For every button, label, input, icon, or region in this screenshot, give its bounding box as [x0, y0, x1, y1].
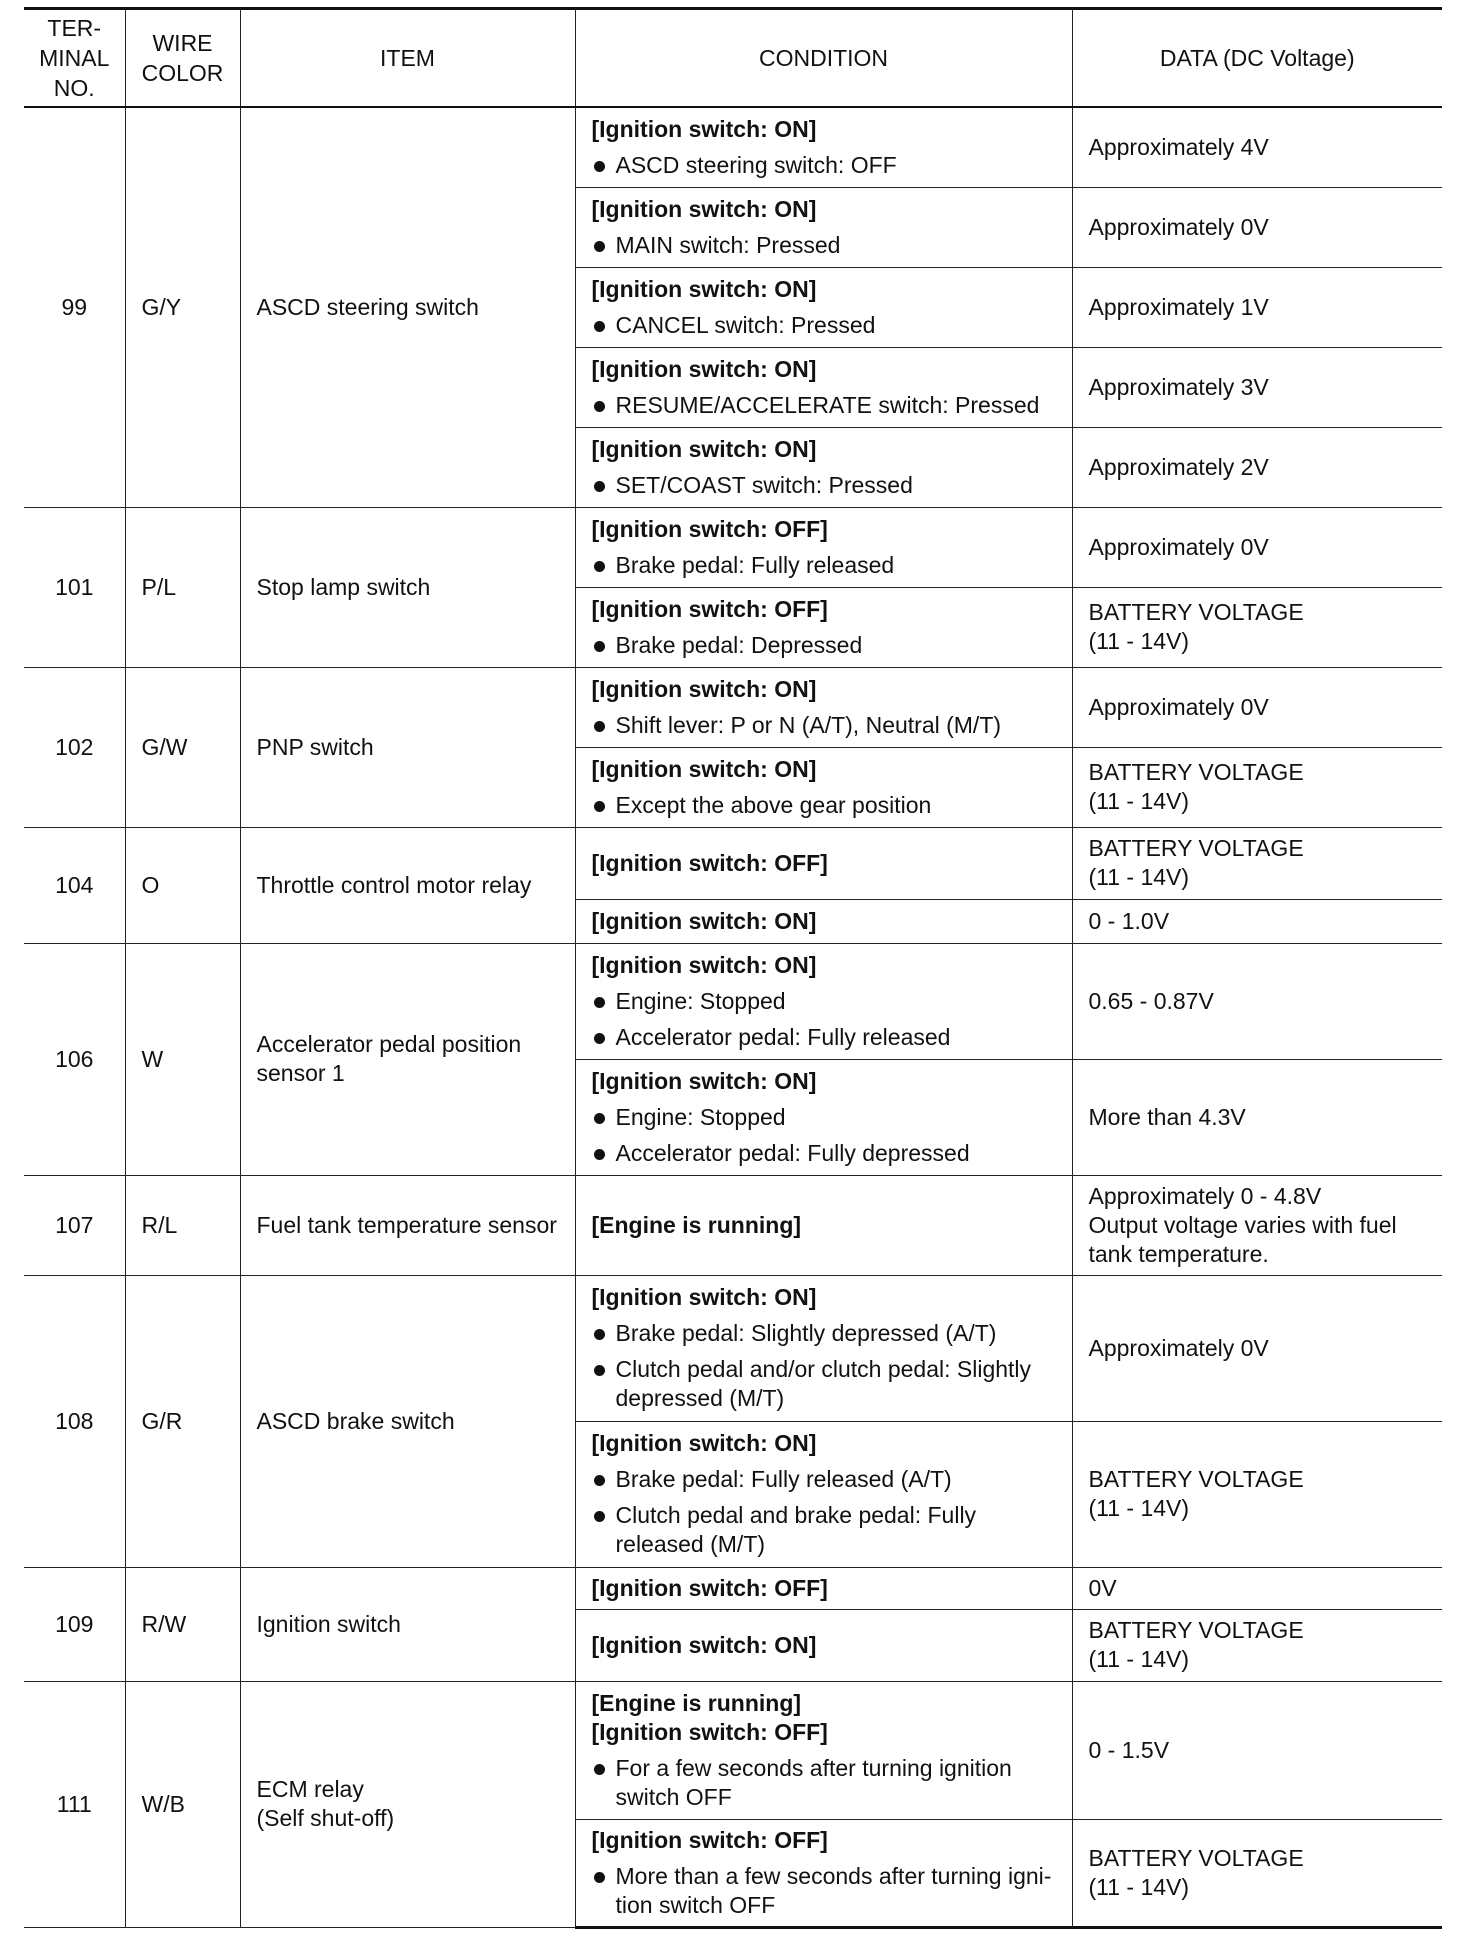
data-voltage-text: (11 - 14V) [1088, 788, 1190, 814]
condition-heading: [Engine is running] [Ignition switch: OFF] [591, 1689, 828, 1745]
bullet-dot-icon [594, 1365, 605, 1376]
condition-cell [575, 1275, 1072, 1421]
bullet-dot-icon [594, 641, 605, 652]
item-cell: ECM relay (Self shut-off) [240, 1681, 575, 1927]
data-voltage-text: (11 - 14V) [1088, 628, 1190, 654]
condition-bullet [592, 311, 1056, 340]
data-voltage-cell [1072, 1059, 1442, 1175]
condition-cell [575, 1175, 1072, 1275]
wire-color-cell: G/Y [125, 107, 240, 507]
condition-bullet-text: Engine: Stopped [615, 987, 786, 1014]
bullet-dot-icon [594, 1764, 605, 1775]
item-cell: ASCD brake switch [240, 1275, 575, 1567]
terminal-no-cell: 101 [24, 507, 125, 667]
bullet-dot-icon [594, 997, 605, 1008]
bullet-dot-icon [594, 401, 605, 412]
condition-bullet [592, 1103, 1056, 1132]
data-voltage-text: Output voltage varies with fuel [1088, 1211, 1397, 1238]
condition-bullet [592, 1319, 1056, 1348]
condition-bullet [592, 1501, 1056, 1559]
condition-bullet-text: Accelerator pedal: Fully released [615, 1023, 951, 1050]
data-voltage-text: (11 - 14V) [1088, 864, 1190, 890]
condition-cell [575, 827, 1072, 899]
data-voltage-text: 0V [1088, 1574, 1117, 1601]
condition-cell [575, 427, 1072, 507]
data-voltage-cell [1072, 107, 1442, 187]
item-cell: Stop lamp switch [240, 507, 575, 667]
data-voltage-cell [1072, 187, 1442, 267]
bullet-dot-icon [594, 1872, 605, 1883]
data-voltage-text: Approximately 0 - 4.8V [1088, 1182, 1322, 1209]
data-voltage-text: (11 - 14V) [1088, 1646, 1190, 1672]
bullet-dot-icon [594, 321, 605, 332]
condition-bullet-text: CANCEL switch: Pressed [615, 311, 876, 338]
condition-bullet [592, 631, 1056, 660]
data-voltage-text: Approximately 3V [1088, 373, 1269, 400]
condition-heading: [Ignition switch: ON] [591, 115, 817, 142]
condition-cell [575, 1421, 1072, 1567]
data-voltage-text: BATTERY VOLTAGE [1088, 1844, 1304, 1871]
condition-heading: [Ignition switch: OFF] [591, 1574, 828, 1601]
wire-color-cell: R/L [125, 1175, 240, 1275]
condition-bullet-text: Brake pedal: Depressed [615, 631, 863, 658]
data-voltage-cell [1072, 943, 1442, 1059]
table-row [24, 1567, 1442, 1609]
condition-cell [575, 943, 1072, 1059]
condition-cell [575, 899, 1072, 943]
table-row [24, 827, 1442, 899]
wire-color-cell: R/W [125, 1567, 240, 1681]
data-voltage-text: BATTERY VOLTAGE [1088, 599, 1304, 625]
bullet-dot-icon [594, 561, 605, 572]
item-cell: Fuel tank temperature sensor [240, 1175, 575, 1275]
data-voltage-text: Approximately 4V [1088, 133, 1269, 160]
bullet-dot-icon [594, 241, 605, 252]
condition-bullet [592, 391, 1056, 420]
data-voltage-cell [1072, 1275, 1442, 1421]
table-header [24, 9, 1442, 108]
wire-color-cell: G/W [125, 667, 240, 827]
data-voltage-text: BATTERY VOLTAGE [1088, 759, 1304, 785]
data-voltage-cell [1072, 827, 1442, 899]
condition-bullet-text: SET/COAST switch: Pressed [615, 471, 913, 498]
condition-bullet-text: Brake pedal: Fully released (A/T) [615, 1466, 952, 1492]
condition-bullet [592, 1023, 1056, 1052]
data-voltage-text: 0.65 - 0.87V [1088, 987, 1214, 1014]
condition-cell [575, 507, 1072, 587]
condition-heading: [Ignition switch: ON] [591, 675, 817, 702]
condition-bullet-text: Brake pedal: Slightly depressed (A/T) [615, 1320, 997, 1346]
header-data: DATA (DC Voltage) [1072, 9, 1442, 108]
condition-cell [575, 1609, 1072, 1681]
condition-bullet [592, 1355, 1056, 1413]
table-row [24, 667, 1442, 747]
wire-color-cell: W/B [125, 1681, 240, 1927]
data-voltage-text: (11 - 14V) [1088, 1495, 1190, 1521]
bullet-dot-icon [594, 801, 605, 812]
terminal-no-cell: 104 [24, 827, 125, 943]
bullet-dot-icon [594, 1113, 605, 1124]
data-voltage-cell [1072, 1421, 1442, 1567]
table-row [24, 1275, 1442, 1421]
data-voltage-cell [1072, 427, 1442, 507]
condition-heading: [Ignition switch: ON] [591, 907, 817, 934]
condition-cell [575, 1819, 1072, 1927]
condition-bullet-text: Except the above gear position [615, 791, 932, 818]
item-cell: Accelerator pedal position sensor 1 [240, 943, 575, 1175]
condition-bullet-text: Clutch pedal and/or clutch pedal: Slightly depressed (M/T) [615, 1356, 1032, 1411]
data-voltage-text: More than 4.3V [1088, 1103, 1246, 1130]
data-voltage-cell [1072, 667, 1442, 747]
bullet-dot-icon [594, 1475, 605, 1486]
condition-bullet-text: Brake pedal: Fully released [615, 551, 895, 578]
terminal-data-table-sheet [24, 7, 1442, 1929]
condition-bullet [592, 791, 1056, 820]
condition-bullet [592, 1465, 1056, 1494]
condition-heading: [Ignition switch: OFF] [591, 1826, 828, 1853]
condition-bullet-text: For a few seconds after turning ignition switch OFF [615, 1754, 1012, 1810]
data-voltage-cell [1072, 1175, 1442, 1275]
condition-cell [575, 1681, 1072, 1819]
terminal-no-cell: 99 [24, 107, 125, 507]
bullet-dot-icon [594, 1149, 605, 1160]
condition-heading: [Ignition switch: ON] [591, 755, 817, 782]
wire-color-cell: O [125, 827, 240, 943]
condition-heading: [Ignition switch: ON] [591, 355, 817, 382]
table-row [24, 1175, 1442, 1275]
header-condition: CONDITION [575, 9, 1072, 108]
condition-heading: [Ignition switch: ON] [591, 195, 817, 222]
table-row [24, 507, 1442, 587]
condition-cell [575, 1059, 1072, 1175]
condition-heading: [Ignition switch: OFF] [591, 595, 828, 622]
condition-bullet [592, 1139, 1056, 1168]
condition-bullet-text: MAIN switch: Pressed [615, 231, 841, 258]
condition-heading: [Ignition switch: OFF] [591, 849, 828, 876]
terminal-no-cell: 109 [24, 1567, 125, 1681]
terminal-no-cell: 106 [24, 943, 125, 1175]
condition-bullet [592, 231, 1056, 260]
condition-cell [575, 667, 1072, 747]
data-voltage-text: 0 - 1.0V [1088, 907, 1170, 934]
condition-bullet-text: RESUME/ACCELERATE switch: Pressed [615, 391, 1040, 418]
condition-bullet [592, 1862, 1056, 1920]
condition-heading: [Engine is running] [591, 1211, 802, 1238]
condition-heading: [Ignition switch: ON] [591, 275, 817, 302]
terminal-no-cell: 108 [24, 1275, 125, 1567]
bullet-dot-icon [594, 1033, 605, 1044]
bullet-dot-icon [594, 1511, 605, 1522]
condition-heading: [Ignition switch: ON] [591, 1284, 817, 1310]
item-cell: Ignition switch [240, 1567, 575, 1681]
terminal-no-cell: 111 [24, 1681, 125, 1927]
condition-bullet [592, 151, 1056, 180]
table-row [24, 107, 1442, 187]
item-cell: ASCD steering switch [240, 107, 575, 507]
data-voltage-cell [1072, 267, 1442, 347]
data-voltage-cell [1072, 507, 1442, 587]
condition-heading: [Ignition switch: ON] [591, 1067, 817, 1094]
data-voltage-text: Approximately 0V [1088, 693, 1269, 720]
condition-bullet [592, 551, 1056, 580]
terminal-no-cell: 107 [24, 1175, 125, 1275]
header-wire-color: WIRE COLOR [125, 9, 240, 108]
item-cell: Throttle control motor relay [240, 827, 575, 943]
wire-color-cell: G/R [125, 1275, 240, 1567]
condition-bullet-text: ASCD steering switch: OFF [615, 151, 897, 178]
data-voltage-text: (11 - 14V) [1088, 1873, 1190, 1900]
condition-cell [575, 187, 1072, 267]
condition-bullet [592, 1754, 1056, 1812]
data-voltage-text: Approximately 0V [1088, 1334, 1269, 1361]
condition-bullet-text: Engine: Stopped [615, 1103, 786, 1130]
condition-bullet-text: Accelerator pedal: Fully depressed [615, 1139, 970, 1166]
data-voltage-text: tank temperature. [1088, 1240, 1269, 1267]
header-row [24, 9, 1442, 108]
data-voltage-cell [1072, 899, 1442, 943]
condition-heading: [Ignition switch: OFF] [591, 515, 828, 542]
data-voltage-text: Approximately 1V [1088, 293, 1269, 320]
condition-cell [575, 107, 1072, 187]
condition-cell [575, 267, 1072, 347]
data-voltage-cell [1072, 1567, 1442, 1609]
condition-bullet [592, 711, 1056, 740]
data-voltage-text: Approximately 0V [1088, 213, 1269, 240]
data-voltage-cell [1072, 1681, 1442, 1819]
data-voltage-text: BATTERY VOLTAGE [1088, 1617, 1304, 1643]
data-voltage-text: Approximately 0V [1088, 533, 1269, 560]
data-voltage-text: BATTERY VOLTAGE [1088, 835, 1304, 861]
condition-cell [575, 587, 1072, 667]
condition-bullet [592, 987, 1056, 1016]
data-voltage-cell [1072, 587, 1442, 667]
table-body [24, 107, 1442, 1927]
terminal-no-cell: 102 [24, 667, 125, 827]
data-voltage-cell [1072, 1609, 1442, 1681]
bullet-dot-icon [594, 721, 605, 732]
condition-heading: [Ignition switch: ON] [591, 1430, 817, 1456]
condition-bullet [592, 471, 1056, 500]
header-item: ITEM [240, 9, 575, 108]
bullet-dot-icon [594, 161, 605, 172]
data-voltage-text: BATTERY VOLTAGE [1088, 1466, 1304, 1492]
condition-heading: [Ignition switch: ON] [591, 1631, 817, 1658]
condition-cell [575, 1567, 1072, 1609]
data-voltage-cell [1072, 1819, 1442, 1927]
table-row [24, 1681, 1442, 1819]
condition-heading: [Ignition switch: ON] [591, 435, 817, 462]
item-cell: PNP switch [240, 667, 575, 827]
bullet-dot-icon [594, 1329, 605, 1340]
condition-bullet-text: Shift lever: P or N (A/T), Neutral (M/T) [615, 711, 1002, 738]
table-row [24, 943, 1442, 1059]
data-voltage-text: 0 - 1.5V [1088, 1736, 1170, 1763]
header-terminal-no: TER- MINAL NO. [24, 9, 125, 108]
condition-cell [575, 347, 1072, 427]
bullet-dot-icon [594, 481, 605, 492]
terminal-data-table [24, 7, 1442, 1929]
condition-bullet-text: Clutch pedal and brake pedal: Fully released (M/T) [615, 1502, 977, 1557]
condition-bullet-text: More than a few seconds after turning igni- tion switch OFF [615, 1862, 1052, 1918]
wire-color-cell: W [125, 943, 240, 1175]
condition-heading: [Ignition switch: ON] [591, 951, 817, 978]
data-voltage-cell [1072, 347, 1442, 427]
data-voltage-cell [1072, 747, 1442, 827]
condition-cell [575, 747, 1072, 827]
wire-color-cell: P/L [125, 507, 240, 667]
data-voltage-text: Approximately 2V [1088, 453, 1269, 480]
